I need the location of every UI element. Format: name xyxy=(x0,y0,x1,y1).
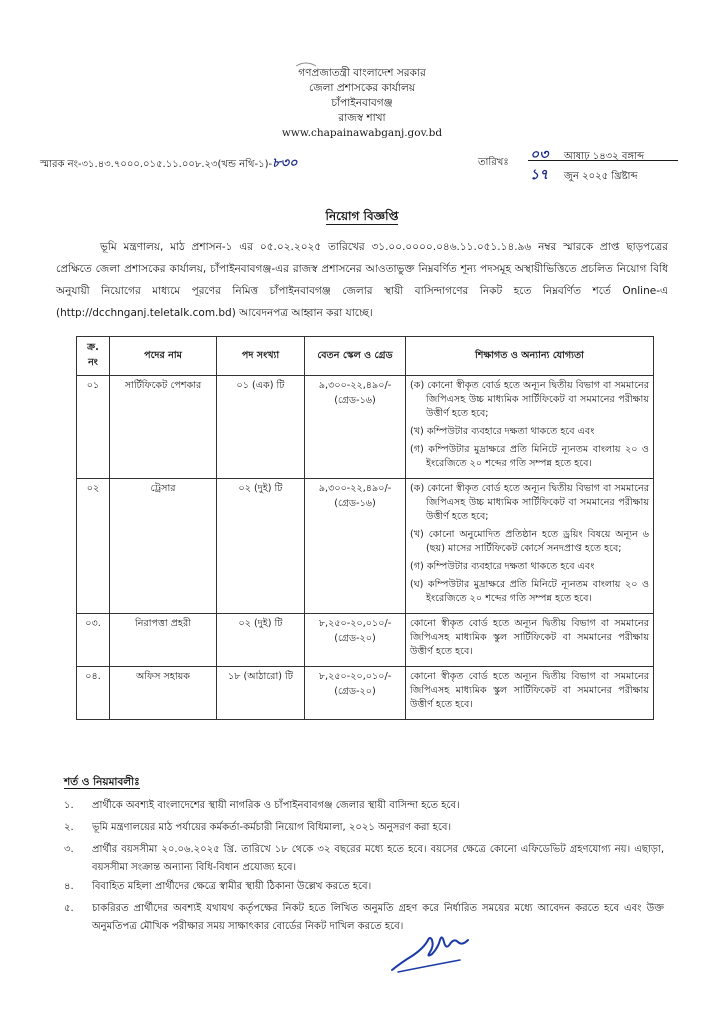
rule-number: ১. xyxy=(64,800,74,811)
rule-item xyxy=(64,878,664,896)
cell-pay-scale xyxy=(305,376,406,479)
memo-number xyxy=(40,154,297,175)
col-header-qualification: শিক্ষাগত ও অন্যান্য যোগ্যতা xyxy=(406,337,654,376)
header-branch: রাজস্ব শাখা xyxy=(338,112,386,124)
qualification-item: (খ) কম্পিউটার ব্যবহারে দক্ষতা থাকতে হবে এবং xyxy=(410,426,595,437)
memo-handwritten-number: ৮৩০ xyxy=(272,156,298,171)
date-english-month: জুন ২০২৫ খ্রিষ্টাব্দ xyxy=(564,171,638,182)
header-office: জেলা প্রশাসকের কার্যালয় xyxy=(308,82,416,94)
cell-serial: ০৩. xyxy=(77,614,110,667)
rule-text: প্রার্থীকে অবশ্যই বাংলাদেশের স্থায়ী নাগরিক ও চাঁপাইনবাবগঞ্জ জেলার স্থায়ী বাসিন্দা হতে হবে। xyxy=(92,800,460,811)
cell-qualification xyxy=(406,667,654,720)
rule-text: চাকরিরত প্রার্থীদের অবশ্যই যথাযথ কর্তৃপক্ষের নিকট হতে লিখিত অনুমতি গ্রহণ করে নির্ধারিত সময়ের মধ্যে আবেদন করতে হবে এবং উক্ত অনুমতিপত্র মৌখিক পরীক্ষার সময় সাক্ষাৎকার বোর্ডের নিকট দাখিল করতে হবে। xyxy=(92,903,664,932)
cell-post-count: ০২ (দুই) টি xyxy=(217,479,305,614)
cell-serial: ০৪. xyxy=(77,667,110,720)
cell-post-count: ০২ (দুই) টি xyxy=(217,614,305,667)
cell-qualification xyxy=(406,614,654,667)
header-district: চাঁপাইনবাবগঞ্জ xyxy=(331,97,393,109)
cell-qualification xyxy=(406,376,654,479)
vacancy-table xyxy=(76,336,654,720)
rule-text: ভূমি মন্ত্রণালয়ের মাঠ পর্যায়ের কর্মকর্তা-কর্মচারী নিয়োগ বিধিমালা, ২০২১ অনুসরণ করা হবে। xyxy=(92,822,452,833)
rule-number: ২. xyxy=(64,822,74,833)
grade-value: (গ্রেড-১৬) xyxy=(334,395,376,406)
pay-scale-value: ৮,২৫০-২০,০১০/- xyxy=(318,618,392,629)
signature xyxy=(388,926,478,976)
table-header-row xyxy=(77,337,654,376)
cell-post-count: ১৮ (আঠারো) টি xyxy=(217,667,305,720)
pay-scale-value: ৮,২৫০-২০,০১০/- xyxy=(318,671,392,682)
cell-post-name: সার্টিফিকেট পেশকার xyxy=(110,376,217,479)
cell-qualification xyxy=(406,479,654,614)
cell-post-name: নিরাপত্তা প্রহরী xyxy=(110,614,217,667)
cell-pay-scale xyxy=(305,667,406,720)
col-header-serial: ক্র. নং xyxy=(77,337,110,376)
rule-text: বিবাহিত মহিলা প্রার্থীদের ক্ষেত্রে স্বামীর স্থায়ী ঠিকানা উল্লেখ করতে হবে। xyxy=(92,881,372,892)
date-bangla-month: আষাঢ় ১৪৩২ বঙ্গাব্দ xyxy=(564,151,644,162)
qualification-item: (ঘ) কম্পিউটার মুদ্রাক্ষরে প্রতি মিনিটে ন্যূনতম বাংলায় ২০ ও ইংরেজিতে ২০ শব্দের গতি সম্পন্ন হতে হবে। xyxy=(410,579,649,604)
qualification-item: কোনো স্বীকৃত বোর্ড হতে অন্যূন দ্বিতীয় বিভাগ বা সমমানের জিপিএসহ মাধ্যমিক স্কুল সার্টিফিকেট বা সমমানের পরীক্ষায় উত্তীর্ণ হতে হবে। xyxy=(410,618,649,657)
qualification-item: কোনো স্বীকৃত বোর্ড হতে অন্যূন দ্বিতীয় বিভাগ বা সমমানের জিপিএসহ মাধ্যমিক স্কুল সার্টিফিকেট বা সমমানের পরীক্ষায় উত্তীর্ণ হতে হবে। xyxy=(410,671,649,710)
table-row xyxy=(77,376,654,479)
rule-number: ৪. xyxy=(64,881,74,892)
rule-text: প্রার্থীর বয়সসীমা ২০.০৬.২০২৫ খ্রি. তারিখে ১৮ থেকে ৩২ বছরের মধ্যে হতে হবে। বয়সের ক্ষেত্রে কোনো এফিডেভিট গ্রহণযোগ্য নয়। এছাড়া, বয়সসীমা সংক্রান্ত অন্যান্য বিধি-বিধান প্রযোজ্য হবে। xyxy=(92,844,664,873)
rule-item xyxy=(64,900,664,936)
qualification-item: (গ) কম্পিউটার ব্যবহারে দক্ষতা থাকতে হবে এবং xyxy=(410,561,595,572)
pay-scale-value: ৯,৩০০-২২,৪৯০/- xyxy=(318,483,392,494)
cell-pay-scale xyxy=(305,614,406,667)
pay-scale-value: ৯,৩০০-২২,৪৯০/- xyxy=(318,380,392,391)
cell-serial: ০২ xyxy=(77,479,110,614)
cell-post-name: অফিস সহায়ক xyxy=(110,667,217,720)
cell-serial: ০১ xyxy=(77,376,110,479)
date-english xyxy=(530,163,680,187)
date-label: তারিখঃ xyxy=(478,157,509,168)
notice-title: নিয়োগ বিজ্ঞপ্তি xyxy=(325,209,399,223)
rules-title: শর্ত ও নিয়মাবলীঃ xyxy=(64,776,140,788)
col-header-post: পদের নাম xyxy=(110,337,217,376)
qualification-item: (ক) কোনো স্বীকৃত বোর্ড হতে অন্যূন দ্বিতীয় বিভাগ বা সমমানের জিপিএসহ উচ্চ মাধ্যমিক সার্টিফিকেট বা সমমানের পরীক্ষায় উত্তীর্ণ হতে হবে; xyxy=(410,380,649,419)
intro-paragraph: ভূমি মন্ত্রণালয়, মাঠ প্রশাসন-১ এর ০৫.০২.২০২৫ তারিখের ৩১.০০.০০০০.০৪৬.১১.০৫১.১৪.৯৬ নম্বর স্মারকে প্রাপ্ত ছাড়পত্রের প্রেক্ষিতে জেলা প্রশাসকের কার্যালয়, চাঁপাইনবাবগঞ্জ-এর রাজস্ব প্রশাসনের আওতাভুক্ত নিম্নবর্ণিত শূন্য পদসমূহ অস্থায়ীভিত্তিতে প্রচলিত নিয়োগ বিধি অনুযায়ী নিয়োগের মাধ্যমে পূরণের নিমিত্ত চাঁপাইনবাবগঞ্জ জেলার স্থায়ী বাসিন্দাগণের নিকট হতে নিম্নবর্ণিত শর্তে Online-এ (http://dcchnganj.teletalk.com.bd) আবেদনপত্র আহ্বান করা যাচ্ছে। xyxy=(56,241,668,319)
cell-post-count: ০১ (এক) টি xyxy=(217,376,305,479)
date-divider xyxy=(528,160,678,161)
cell-pay-scale xyxy=(305,479,406,614)
table-row xyxy=(77,479,654,614)
memo-label: স্মারক নং-৩১.৪৩.৭০০০.০১৫.১১.০০৮.২৩(খন্ড নথি-১)- xyxy=(40,159,273,170)
date-bangla-day: ০৩ xyxy=(530,147,549,163)
grade-value: (গ্রেড-২০) xyxy=(334,633,376,644)
col-header-pay: বেতন স্কেল ও গ্রেড xyxy=(305,337,406,376)
qualification-item: (গ) কম্পিউটার মুদ্রাক্ষরে প্রতি মিনিটে ন্যূনতম বাংলায় ২০ ও ইংরেজিতে ২০ শব্দের গতি সম্পন্ন হতে হবে। xyxy=(410,444,649,469)
rule-number: ৫. xyxy=(64,903,74,914)
table-row xyxy=(77,667,654,720)
grade-value: (গ্রেড-২০) xyxy=(334,686,376,697)
table-row xyxy=(77,614,654,667)
rule-number: ৩. xyxy=(64,844,74,855)
qualification-item: (ক) কোনো স্বীকৃত বোর্ড হতে অন্যূন দ্বিতীয় বিভাগ বা সমমানের জিপিএসহ উচ্চ মাধ্যমিক সার্টিফিকেট বা সমমানের পরীক্ষায় উত্তীর্ণ হতে হবে; xyxy=(410,483,649,522)
rule-item xyxy=(64,819,664,837)
header-government: গণপ্রজাতন্ত্রী বাংলাদেশ সরকার xyxy=(298,67,426,79)
date-english-day: ১৭ xyxy=(530,167,549,183)
cell-post-name: ট্রেসার xyxy=(110,479,217,614)
qualification-item: (খ) কোনো অনুমোদিত প্রতিষ্ঠান হতে ড্রয়িং বিষয়ে অন্যূন ৬ (ছয়) মাসের সার্টিফিকেট কোর্সে সনদপ্রাপ্ত হতে হবে; xyxy=(410,529,649,554)
grade-value: (গ্রেড-১৬) xyxy=(334,498,376,509)
rule-item xyxy=(64,841,664,877)
rule-item xyxy=(64,797,664,815)
col-header-count: পদ সংখ্যা xyxy=(217,337,305,376)
header-website: www.chapainawabganj.gov.bd xyxy=(281,127,443,139)
